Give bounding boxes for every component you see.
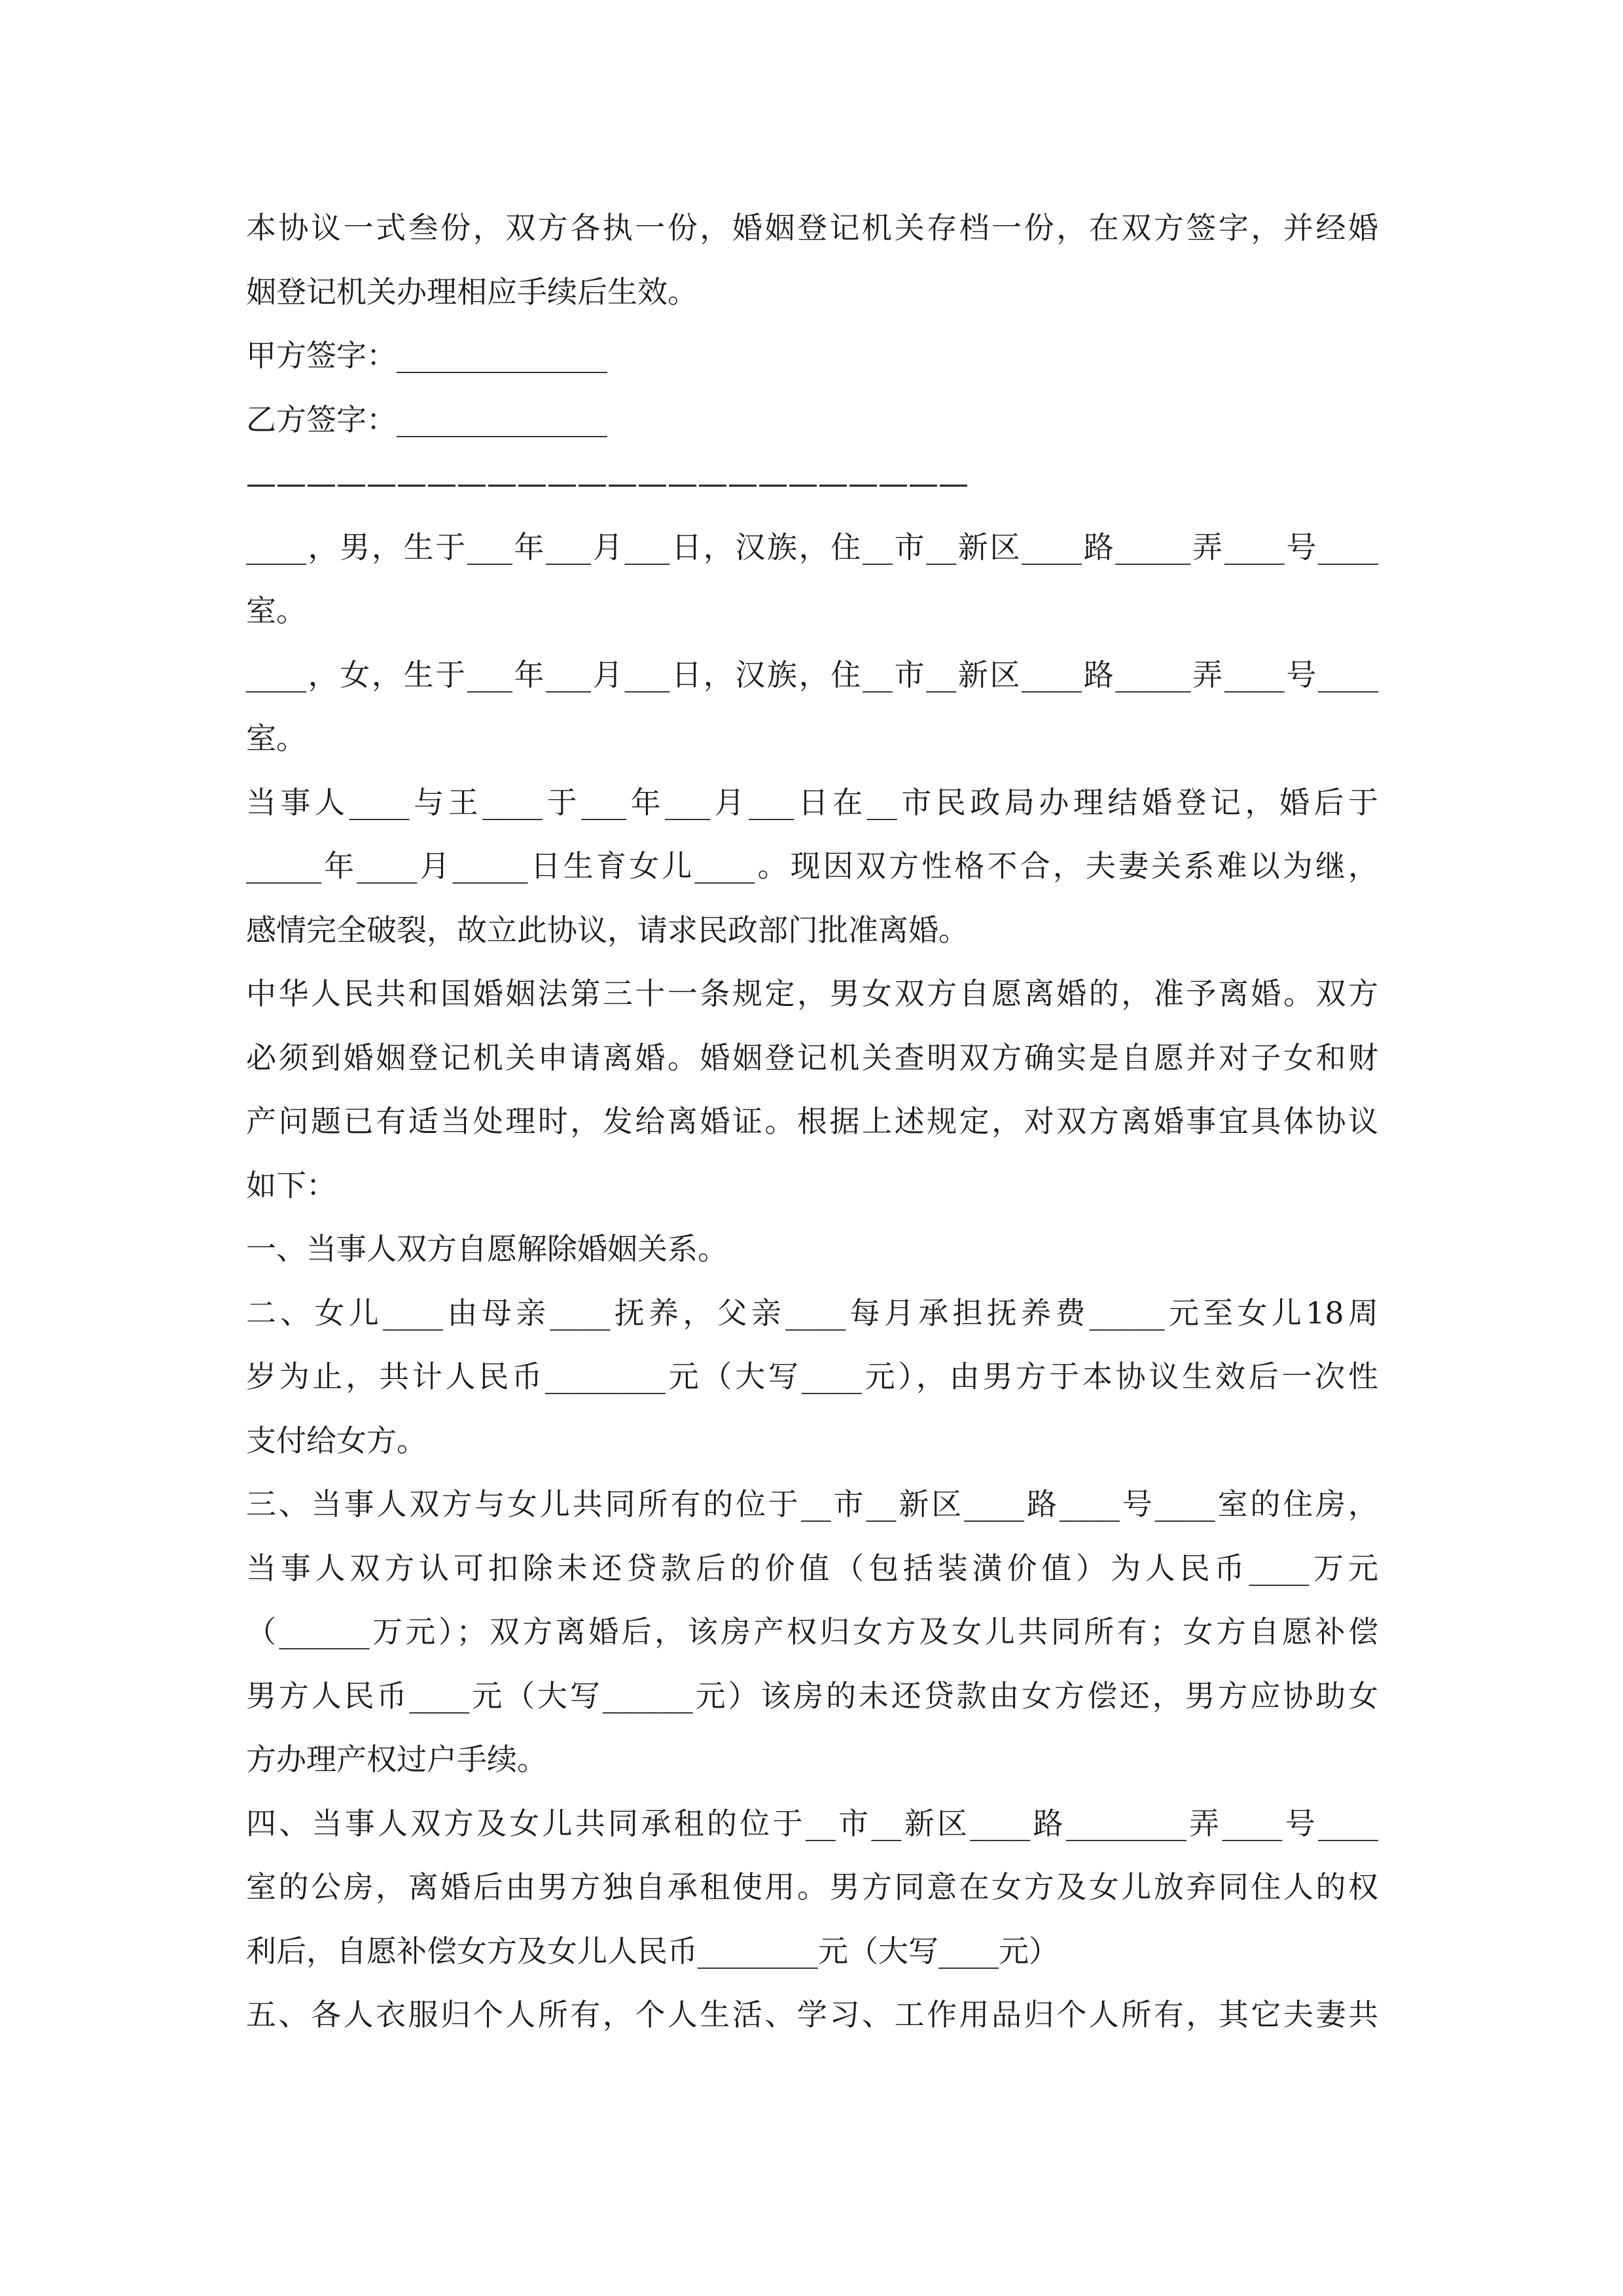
text-line: 产问题已有适当处理时，发给离婚证。根据上述规定，对双方离婚事宜具体协议 <box>246 1103 1378 1139</box>
text-line: 感情完全破裂，故立此协议，请求民政部门批准离婚。 <box>246 912 969 948</box>
text-line: 室。 <box>246 721 306 756</box>
text-line: 姻登记机关办理相应手续后生效。 <box>246 274 698 310</box>
text-line: 当事人____与王____于___年___月___日在__市民政局办理结婚登记，婚后于 <box>246 784 1378 820</box>
text-line: 方办理产权过户手续。 <box>246 1742 547 1777</box>
text-line: 如下： <box>246 1167 336 1203</box>
text-line: 五、各人衣服归个人所有，个人生活、学习、工作用品归个人所有，其它夫妻共 <box>246 1997 1378 2032</box>
text-line: 男方人民币____元（大写______元）该房的未还贷款由女方偿还，男方应协助女 <box>246 1677 1378 1713</box>
text-line: _____年____月_____日生育女儿____。现因双方性格不合，夫妻关系难以为继， <box>246 848 1378 884</box>
text-line: （______万元）；双方离婚后，该房产权归女方及女儿共同所有；女方自愿补偿 <box>246 1614 1378 1649</box>
text-line: 中华人民共和国婚姻法第三十一条规定，男女双方自愿离婚的，准予离婚。双方 <box>246 976 1378 1011</box>
text-line: 甲方签字：______________ <box>246 338 607 373</box>
text-line: 支付给女方。 <box>246 1422 427 1458</box>
text-line: 岁为止，共计人民币________元（大写____元），由男方于本协议生效后一次性 <box>246 1359 1378 1394</box>
text-line: 三、当事人双方与女儿共同所有的位于__市__新区____路____号____室的住房， <box>246 1486 1378 1522</box>
text-line: 本协议一式叁份，双方各执一份，婚姻登记机关存档一份，在双方签字，并经婚 <box>246 210 1378 245</box>
text-line: 必须到婚姻登记机关申请离婚。婚姻登记机关查明双方确实是自愿并对子女和财 <box>246 1039 1378 1075</box>
text-line: 四、当事人双方及女儿共同承租的位于__市__新区____路________弄____号____ <box>246 1805 1378 1841</box>
text-line: 室。 <box>246 593 306 628</box>
text-line: ———————————————————————— <box>246 465 969 501</box>
document-body <box>246 196 1378 2047</box>
text-line: ____，女，生于___年___月___日，汉族，住__市__新区____路_____弄____号____ <box>246 656 1378 692</box>
text-line: 乙方签字：______________ <box>246 401 607 437</box>
text-line: 一、当事人双方自愿解除婚姻关系。 <box>246 1231 728 1266</box>
text-line: ____，男，生于___年___月___日，汉族，住__市__新区____路_____弄____号____ <box>246 529 1378 565</box>
text-line: 二、女儿____由母亲____抚养，父亲____每月承担抚养费_____元至女儿18周 <box>246 1295 1378 1331</box>
text-line: 当事人双方认可扣除未还贷款后的价值（包括装潢价值）为人民币____万元 <box>246 1550 1378 1586</box>
text-line: 利后，自愿补偿女方及女儿人民币________元（大写____元） <box>246 1933 1059 1969</box>
text-line: 室的公房，离婚后由男方独自承租使用。男方同意在女方及女儿放弃同住人的权 <box>246 1869 1378 1905</box>
